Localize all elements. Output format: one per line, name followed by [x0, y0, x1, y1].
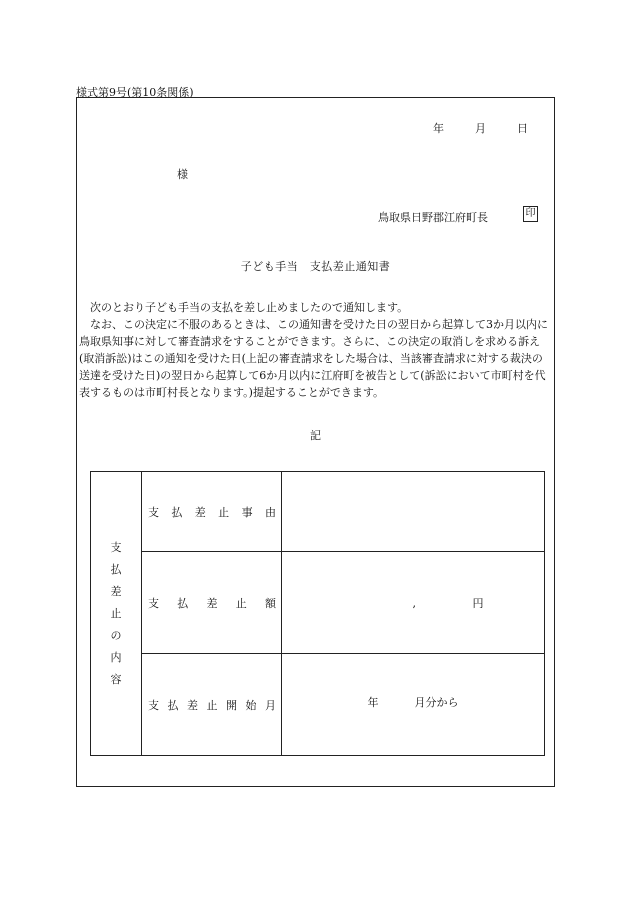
group-label-vertical: 支 払 差 止 の 内 容: [91, 472, 142, 756]
date-line: [433, 120, 528, 136]
addressee-suffix: 様: [177, 168, 188, 181]
amount-comma: ,: [412, 596, 416, 610]
reason-value: [282, 472, 545, 552]
suspension-details-table: [90, 471, 545, 756]
form-number-label: 様式第9号(第10条関係): [76, 86, 194, 99]
start-month-label: 月分から: [414, 696, 459, 709]
notice-frame: [76, 97, 555, 787]
document-title: 子ども手当 支払差止通知書: [240, 260, 391, 273]
row-label-reason: 支 払 差 止 事 由: [142, 472, 282, 552]
amount-value: [282, 552, 545, 654]
start-year-label: 年: [367, 696, 379, 709]
table-row: [91, 472, 545, 552]
seal-mark: 印: [523, 206, 538, 222]
body-paragraph-1: 次のとおり子ども手当の支払を差し止めましたので通知します。: [90, 301, 409, 314]
start-month-value: [282, 654, 545, 756]
table-row: [91, 654, 545, 756]
date-year: 年: [433, 122, 444, 135]
ki-heading: 記: [310, 429, 321, 442]
date-day: 日: [517, 122, 528, 135]
row-label-amount: 支 払 差 止 額: [142, 552, 282, 654]
row-label-start-month: 支 払 差 止 開 始 月: [142, 654, 282, 756]
issuer-name: 鳥取県日野郡江府町長: [378, 211, 488, 224]
body-paragraph-2: なお、この決定に不服のあるときは、この通知書を受けた日の翌日から起算して3か月以内に鳥取県知事に対して審査請求をすることができます。さらに、この決定の取消しを求める訴え(取消訴訟)はこの通知を受けた日(上記の審査請求をした場合は、当該審査請求に対する裁決の送達を受けた日)の翌日から起算して6か月以内に江府町を被告として(訴訟において市町村を代表するものは市町村長となります。)提起することができます。: [79, 318, 548, 399]
date-month: 月: [475, 122, 486, 135]
amount-unit: 円: [472, 596, 484, 610]
table-row: [91, 552, 545, 654]
notice-body: [79, 299, 553, 401]
